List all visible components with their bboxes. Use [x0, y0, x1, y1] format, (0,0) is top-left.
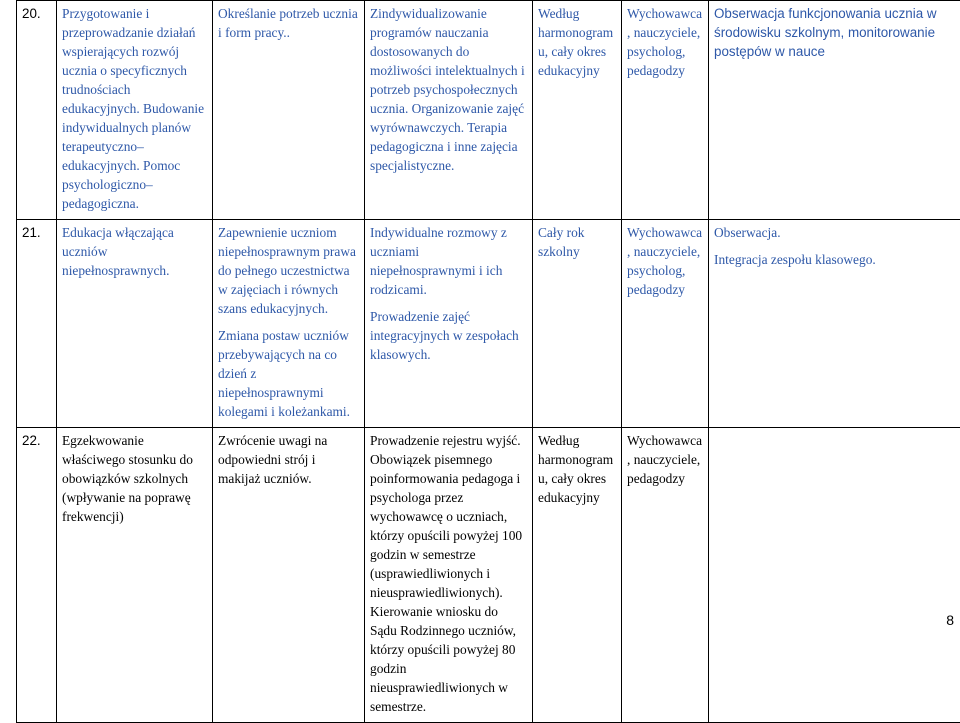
- evaluation-paragraph: Integracja zespołu klasowego.: [714, 250, 956, 269]
- table-row: [17, 1, 960, 220]
- method-cell: Prowadzenie rejestru wyjść. Obowiązek pisemnego poinformowania pedagoga i psychologa przez wychowawcę o uczniach, którzy opuścili powyżej 100 godzin w semestrze (usprawiedliwionych i nieusprawiedliwionych). Kierowanie wniosku do Sądu Rodzinnego uczniów, którzy opuścili powyżej 80 godzin nieusprawiedliwionych w semestrze.: [365, 428, 533, 723]
- row-number: 21.: [17, 220, 57, 428]
- evaluation-cell: [709, 220, 960, 428]
- goal-paragraph: Zapewnienie uczniom niepełnosprawnym prawa do pełnego uczestnictwa w zajęciach i równych szans edukacyjnych.: [218, 223, 360, 318]
- task-cell: Egzekwowanie właściwego stosunku do obowiązków szkolnych (wpływanie na poprawę frekwencji): [57, 428, 213, 723]
- method-paragraph: Prowadzenie zajęć integracyjnych w zespołach klasowych.: [370, 307, 528, 364]
- method-cell: [365, 220, 533, 428]
- evaluation-cell: Obserwacja funkcjonowania ucznia w środowisku szkolnym, monitorowanie postępów w nauce: [709, 1, 960, 220]
- table-row: [17, 428, 960, 723]
- schedule-cell: Według harmonogramu, cały okres edukacyjny: [533, 1, 622, 220]
- method-paragraph: Indywidualne rozmowy z uczniami niepełnosprawnymi i ich rodzicami.: [370, 223, 528, 299]
- schedule-cell: Według harmonogramu, cały okres edukacyjny: [533, 428, 622, 723]
- row-number: 20.: [17, 1, 57, 220]
- row-number: 22.: [17, 428, 57, 723]
- goal-cell: Zwrócenie uwagi na odpowiedni strój i makijaż uczniów.: [213, 428, 365, 723]
- task-cell: Przygotowanie i przeprowadzanie działań wspierających rozwój ucznia o specyficznych trudnościach edukacyjnych. Budowanie indywidualnych planów terapeutyczno–edukacyjnych. Pomoc psychologiczno–pedagogiczna.: [57, 1, 213, 220]
- task-cell: Edukacja włączająca uczniów niepełnosprawnych.: [57, 220, 213, 428]
- table-row: [17, 220, 960, 428]
- goal-paragraph: Zmiana postaw uczniów przebywających na co dzień z niepełnosprawnymi kolegami i koleżankami.: [218, 326, 360, 421]
- evaluation-paragraph: Obserwacja.: [714, 223, 956, 242]
- responsible-cell: Wychowawca, nauczyciele, psycholog, pedagodzy: [622, 1, 709, 220]
- method-cell: Zindywidualizowanie programów nauczania dostosowanych do możliwości intelektualnych i potrzeb psychospołecznych ucznia. Organizowanie zajęć wyrównawczych. Terapia pedagogiczna i inne zajęcia specjalistyczne.: [365, 1, 533, 220]
- responsible-cell: Wychowawca, nauczyciele, psycholog, pedagodzy: [622, 220, 709, 428]
- evaluation-cell: [709, 428, 960, 723]
- goal-cell: Określanie potrzeb ucznia i form pracy..: [213, 1, 365, 220]
- activities-table: [16, 0, 960, 723]
- responsible-cell: Wychowawca, nauczyciele, pedagodzy: [622, 428, 709, 723]
- goal-cell: [213, 220, 365, 428]
- page-number: 8: [946, 612, 954, 628]
- schedule-cell: Cały rok szkolny: [533, 220, 622, 428]
